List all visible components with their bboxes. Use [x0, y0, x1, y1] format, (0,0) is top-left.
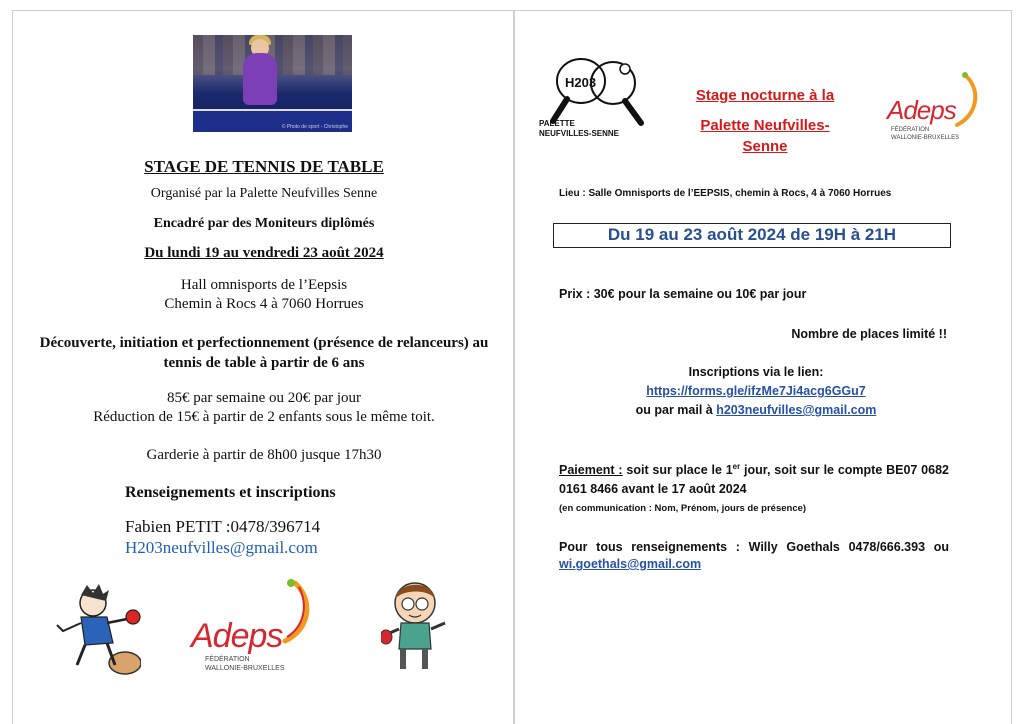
venue-line-1: Hall omnisports de l’Eepsis: [180, 277, 348, 293]
stage-title: STAGE DE TENNIS DE TABLE: [144, 157, 384, 176]
adeps-region-right: WALLONIE-BRUXELLES: [891, 135, 960, 141]
price-line-1: 85€ par semaine ou 20€ par jour: [166, 390, 362, 406]
cartoon-player-icon: [51, 581, 141, 677]
registration-intro: Inscriptions via le lien:: [688, 365, 824, 379]
club-logo: [535, 51, 647, 143]
registration-form-link[interactable]: https://forms.gle/ifzMe7Ji4acg6GGu7: [646, 384, 866, 398]
price-line-2: Réduction de 15€ à partir de 2 enfants sous le même toit.: [93, 409, 435, 425]
date-banner: Du 19 au 23 août 2024 de 19H à 21H: [553, 223, 951, 248]
registration-block: [559, 363, 953, 420]
contact-name-phone: Fabien PETIT :0478/396714: [125, 517, 321, 536]
title-line-2: Palette Neufvilles-: [700, 117, 830, 134]
location-text: Lieu : Salle Omnisports de l’EEPSIS, chemin à Rocs, 4 à 7060 Horrues: [559, 188, 892, 199]
adeps-region: WALLONIE-BRUXELLES: [205, 665, 285, 672]
table-tennis-photo: [193, 35, 352, 132]
payment-label: Paiement :: [559, 463, 623, 478]
stage-dates: Du lundi 19 au vendredi 23 août 2024: [144, 245, 384, 261]
payment-text-a: soit sur place le 1: [622, 463, 733, 478]
organizer-text: Organisé par la Palette Neufvilles Senne: [150, 186, 378, 201]
adeps-logo-right: [887, 71, 987, 151]
venue-address: [13, 276, 515, 314]
right-flyer: [514, 10, 1012, 724]
left-flyer: [12, 10, 514, 724]
night-stage-title: [665, 83, 865, 155]
adeps-wordmark-right: Adeps: [887, 95, 956, 125]
supervision-text: Encadré par des Moniteurs diplômés: [153, 216, 375, 231]
contact-text: Pour tous renseignements : Willy Goethals 0478/666.393 ou: [559, 540, 949, 554]
registration-mail-link[interactable]: h203neufvilles@gmail.com: [716, 403, 877, 417]
pricing: [13, 389, 515, 427]
daycare-text: Garderie à partir de 8h00 jusque 17h30: [146, 447, 382, 463]
price-text: Prix : 30€ pour la semaine ou 10€ par jour: [559, 287, 807, 301]
stage-description: Découverte, initiation et perfectionnement (présence de relanceurs) au tennis de table à partir de 6 ans: [39, 335, 489, 371]
adeps-wordmark: Adeps: [191, 617, 283, 655]
payment-sup: er: [732, 462, 741, 471]
adeps-federation-right: FÉDÉRATION: [891, 127, 930, 133]
club-logo-caption-2: NEUFVILLES-SENNE: [539, 129, 620, 138]
adeps-federation: FÉDÉRATION: [205, 656, 250, 663]
payment-note: (en communication : Nom, Prénom, jours de présence): [559, 503, 807, 515]
info-heading: Renseignements et inscriptions: [125, 484, 336, 501]
registration-mail-prefix: ou par mail à: [635, 403, 717, 417]
adeps-logo: [191, 577, 321, 677]
venue-line-2: Chemin à Rocs 4 à 7060 Horrues: [164, 296, 364, 312]
title-line-3: Senne: [742, 138, 788, 155]
title-line-1: Stage nocturne à la: [695, 87, 835, 104]
cartoon-boy-icon: [381, 577, 455, 677]
photo-caption: © Photo de sport - Christophe: [281, 124, 348, 130]
contact-block-right: [559, 539, 949, 573]
payment-text-b: jour, soit sur le compte BE07 0682 0161 8466 avant le 17 août 2024: [559, 463, 949, 497]
club-logo-number: H203: [565, 75, 597, 90]
contact-email-link[interactable]: H203neufvilles@gmail.com: [125, 538, 318, 557]
contact-email-right[interactable]: wi.goethals@gmail.com: [559, 557, 702, 571]
paddles-icon: [543, 51, 647, 129]
limited-places-text: Nombre de places limité !!: [791, 327, 947, 341]
payment-block: [559, 457, 949, 518]
contact-block: [125, 516, 320, 558]
club-logo-caption-1: PALETTE: [539, 119, 575, 128]
